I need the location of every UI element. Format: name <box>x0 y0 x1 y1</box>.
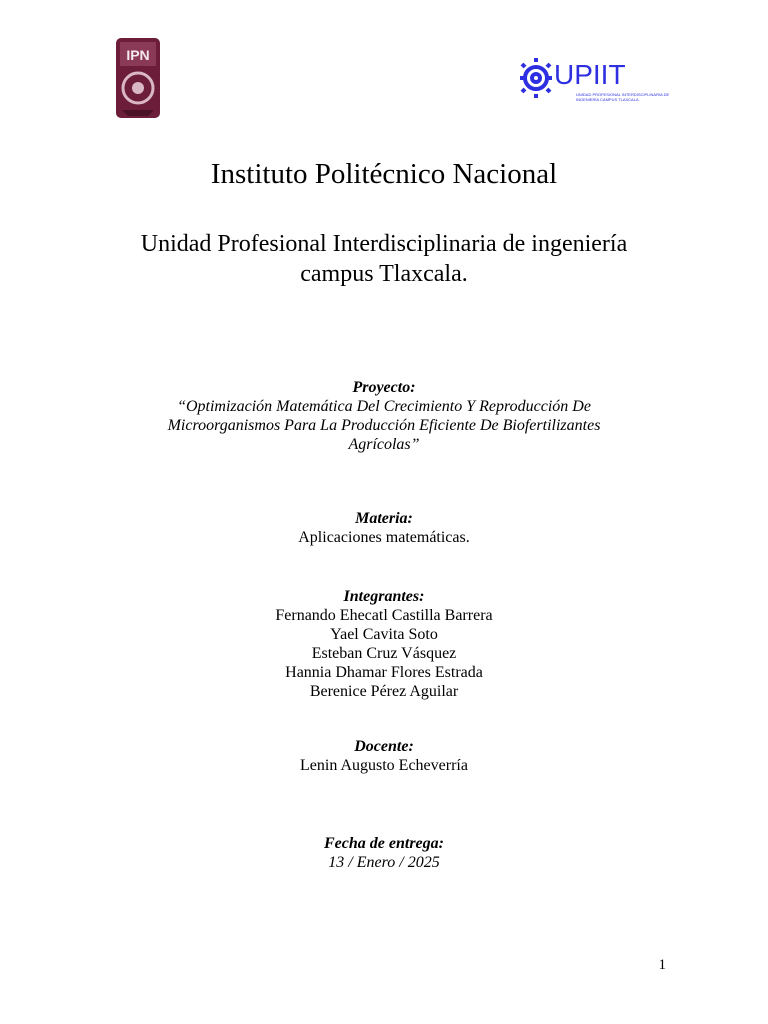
member-name: Esteban Cruz Vásquez <box>311 645 457 662</box>
due-date-value: 13 / Enero / 2025 <box>328 854 440 871</box>
ipn-logo-text: IPN <box>126 47 150 63</box>
due-date-label: Fecha de entrega: <box>324 835 444 852</box>
members-section <box>0 587 768 701</box>
member-name: Hannia Dhamar Flores Estrada <box>285 664 483 681</box>
teacher-section <box>0 737 768 775</box>
members-label: Integrantes: <box>343 588 425 605</box>
unit-title-line-2: campus Tlaxcala. <box>300 261 468 287</box>
upiit-logo-text: UPIIT <box>554 59 626 90</box>
institute-title: Instituto Politécnico Nacional <box>210 158 558 190</box>
page-number: 1 <box>658 957 666 973</box>
project-label: Proyecto: <box>352 379 416 396</box>
upiit-logo-subtext-2: INGENIERÍA CAMPUS TLAXCALA <box>576 97 639 102</box>
project-title-line-2: Microorganismos Para La Producción Eficiente De Biofertilizantes <box>167 417 601 434</box>
subject-value: Aplicaciones matemáticas. <box>298 529 470 546</box>
teacher-value: Lenin Augusto Echeverría <box>300 757 468 774</box>
ipn-logo-icon <box>114 36 162 120</box>
upiit-logo-icon <box>518 54 670 108</box>
unit-title-line-1: Unidad Profesional Interdisciplinaria de ingeniería <box>140 231 628 257</box>
due-date-section <box>0 834 768 872</box>
upiit-logo-subtext-1: UNIDAD PROFESIONAL INTERDISCIPLINARIA DE <box>576 92 670 97</box>
project-section <box>0 378 768 454</box>
member-name: Berenice Pérez Aguilar <box>309 683 459 700</box>
subject-section <box>0 509 768 547</box>
subject-label: Materia: <box>355 510 413 527</box>
project-title-line-3: Agrícolas” <box>348 436 420 453</box>
member-name: Yael Cavita Soto <box>330 626 438 643</box>
project-title-line-1: “Optimización Matemática Del Crecimiento Y Reproducción De <box>177 398 591 415</box>
teacher-label: Docente: <box>354 738 414 755</box>
member-name: Fernando Ehecatl Castilla Barrera <box>275 607 493 624</box>
